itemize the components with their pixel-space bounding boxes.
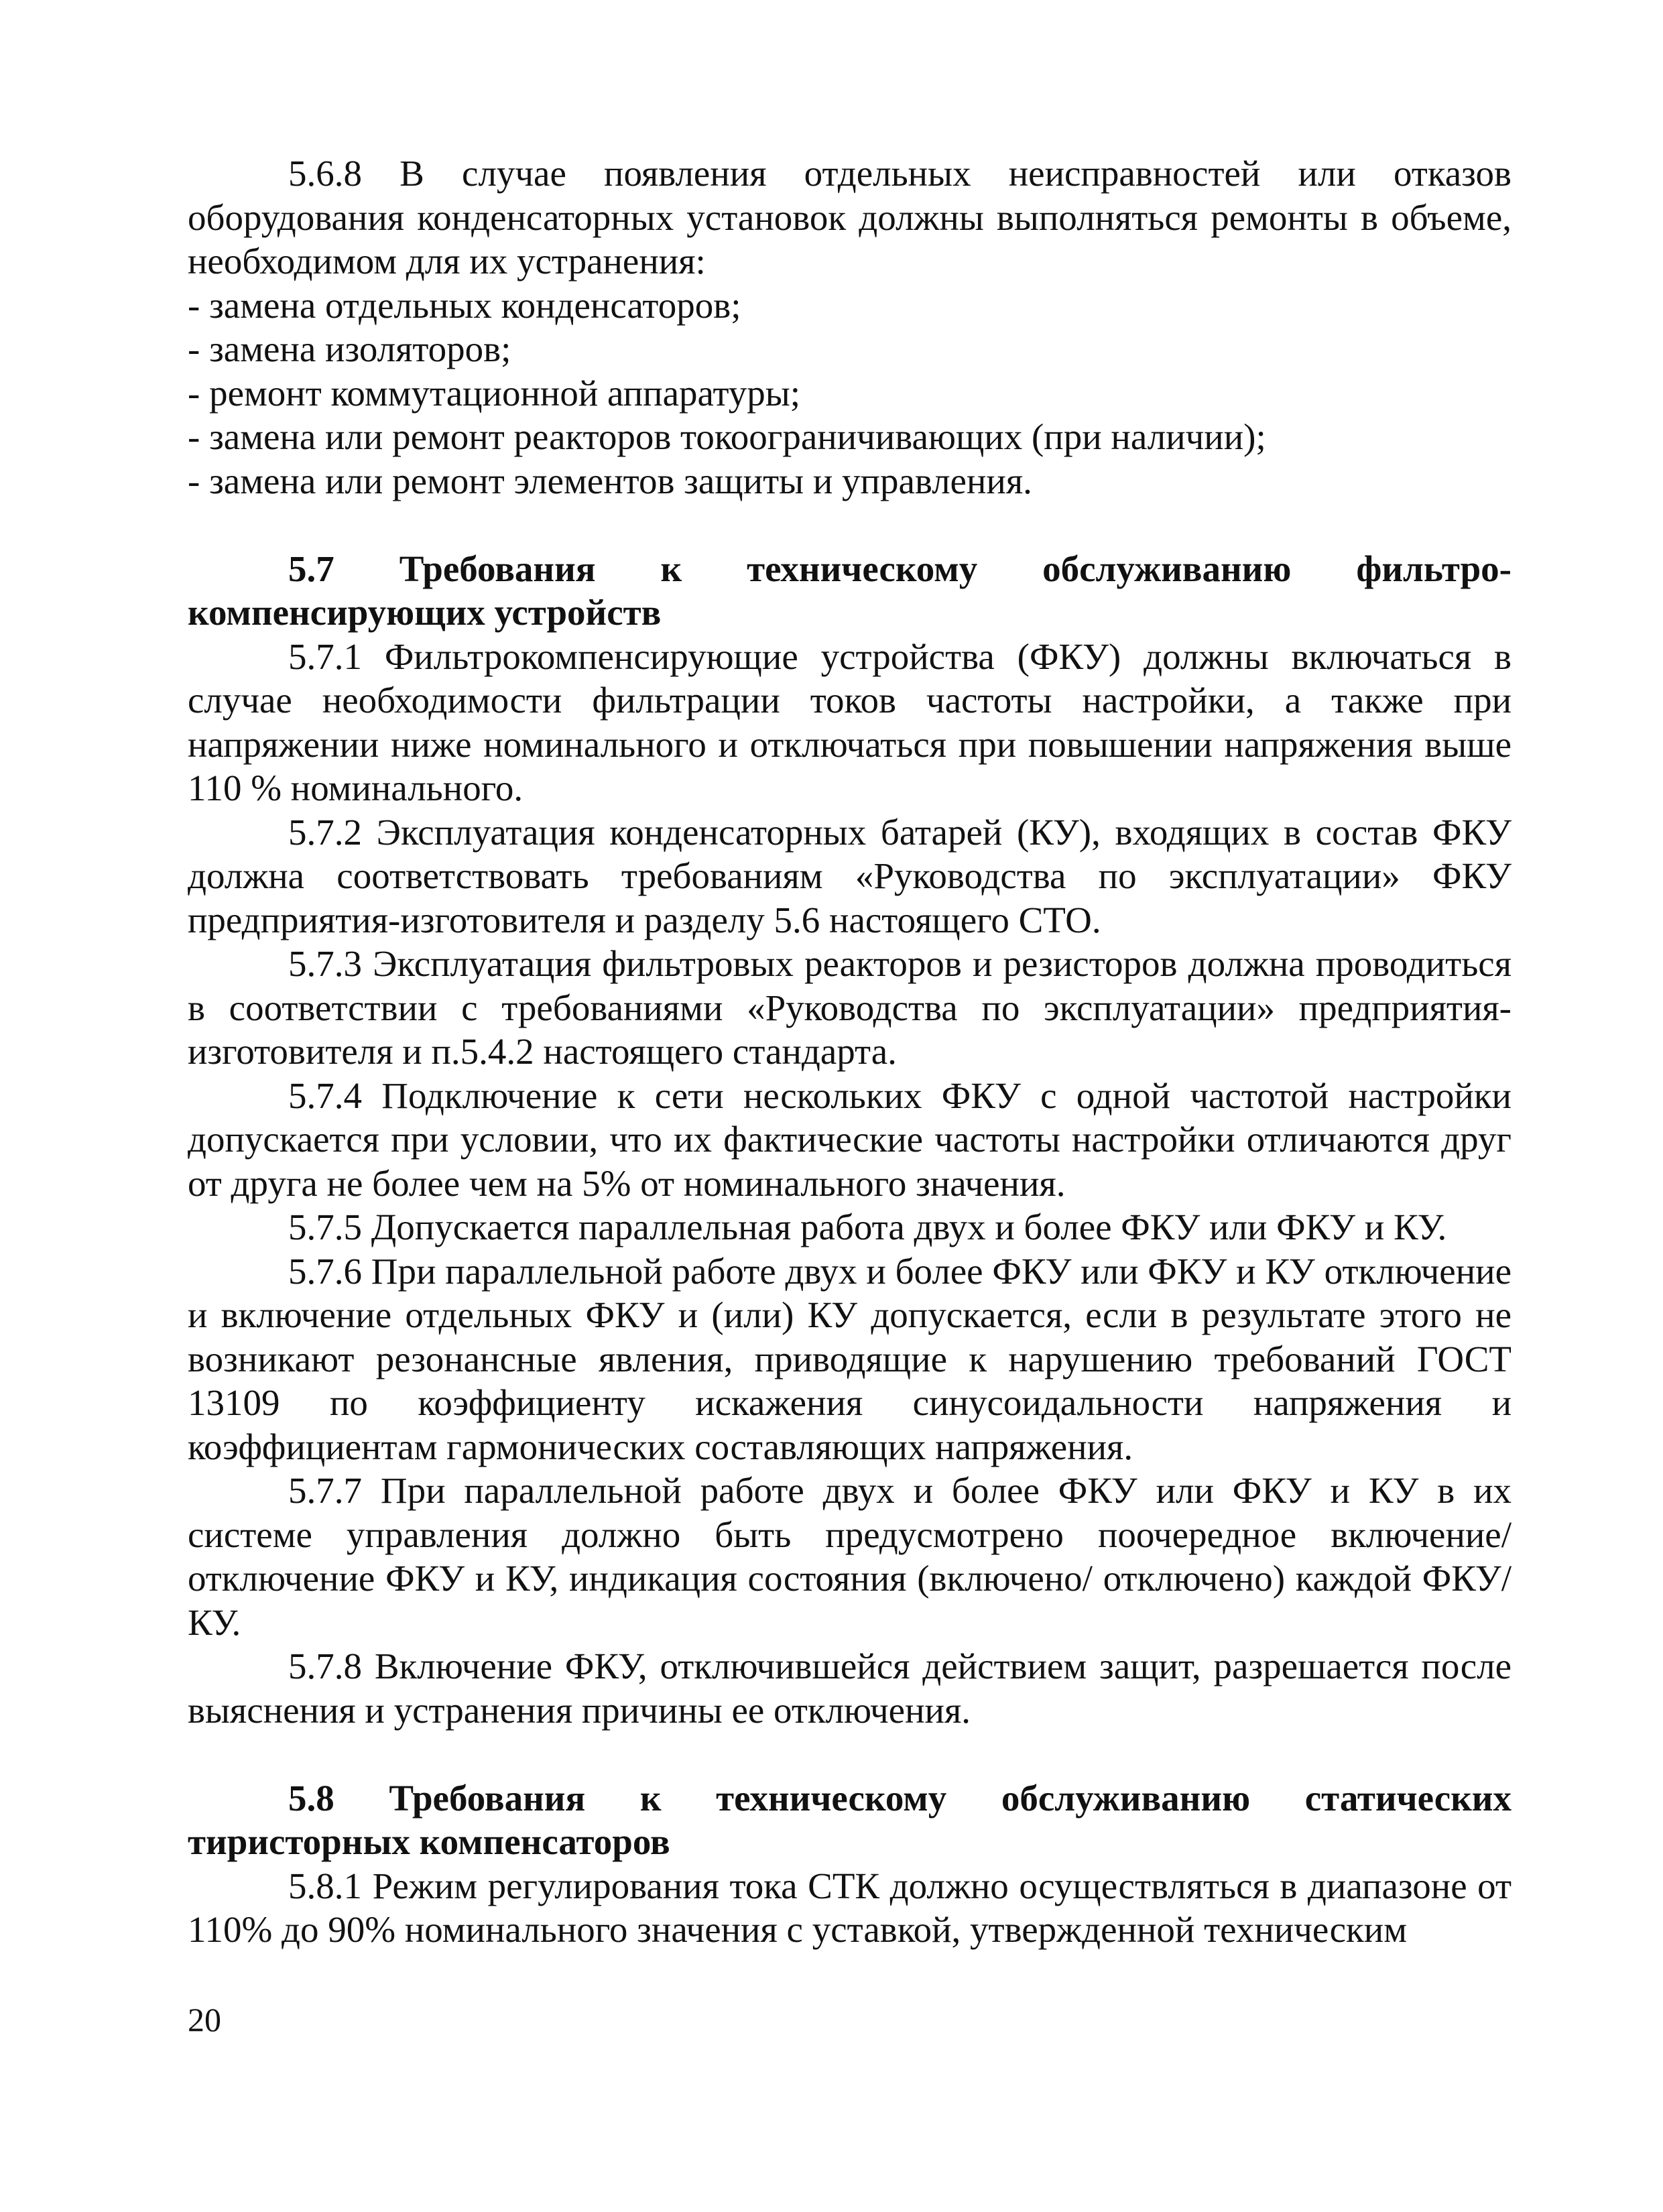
paragraph-5-7-6: 5.7.6 При параллельной работе двух и более ФКУ или ФКУ и КУ отключение и включение отдельных ФКУ и (или) КУ допускается, если в результате этого не возникают резонансные явления, приводящие к нарушению требований ГОСТ 13109 по коэффициенту искажения синусоидальности напряжения и коэффициентам гармонических составляющих напряжения. [188, 1250, 1512, 1467]
list-item: - замена или ремонт реакторов токоограничивающих (при наличии); [188, 416, 1266, 457]
paragraph-5-7-5: 5.7.5 Допускается параллельная работа двух и более ФКУ или ФКУ и КУ. [288, 1207, 1447, 1247]
section-gap [188, 503, 1512, 547]
section-gap [188, 1732, 1512, 1776]
list-item: - замена изоляторов; [188, 328, 511, 369]
section-heading-5-8: 5.8 Требования к техническому обслуживанию статических тиристорных компенсаторов [188, 1777, 1512, 1862]
list-item: - ремонт коммутационной аппаратуры; [188, 372, 801, 414]
paragraph-5-7-1: 5.7.1 Фильтрокомпенсирующие устройства (ФКУ) должны включаться в случае необходимости фильтрации токов частоты настройки, а также при напряжении ниже номинального и отключаться при повышении напряжения выше 110 % номинального. [188, 635, 1512, 808]
paragraph-5-7-2: 5.7.2 Эксплуатация конденсаторных батарей (КУ), входящих в состав ФКУ должна соответствовать требованиям «Руководства по эксплуатации» ФКУ предприятия-изготовителя и разделу 5.6 настоящего СТО. [188, 811, 1512, 940]
paragraph-5-7-3: 5.7.3 Эксплуатация фильтровых реакторов и резисторов должна проводиться в соответствии с требованиями «Руководства по эксплуатации» предприятия-изготовителя и п.5.4.2 настоящего стандарта. [188, 943, 1512, 1072]
section-heading-5-7: 5.7 Требования к техническому обслуживанию фильтро-компенсирующих устройств [188, 548, 1512, 633]
list-item: - замена отдельных конденсаторов; [188, 284, 741, 326]
list-item: - замена или ремонт элементов защиты и управления. [188, 460, 1032, 501]
paragraph-5-7-8: 5.7.8 Включение ФКУ, отключившейся действием защит, разрешается после выяснения и устранения причины ее отключения. [188, 1646, 1512, 1731]
paragraph-5-8-1: 5.8.1 Режим регулирования тока СТК должно осуществляться в диапазоне от 110% до 90% номинального значения с уставкой, утвержденной техническим [188, 1865, 1512, 1950]
document-page [188, 151, 1512, 1952]
page-number: 20 [188, 2001, 221, 2038]
paragraph-5-7-4: 5.7.4 Подключение к сети нескольких ФКУ с одной частотой настройки допускается при условии, что их фактические частоты настройки отличаются друг от друга не более чем на 5% от номинального значения. [188, 1074, 1512, 1204]
paragraph-5-6-8: 5.6.8 В случае появления отдельных неисправностей или отказов оборудования конденсаторных установок должны выполняться ремонты в объеме, необходимом для их устранения: [188, 153, 1512, 282]
paragraph-5-7-7: 5.7.7 При параллельной работе двух и более ФКУ или ФКУ и КУ в их системе управления должно быть предусмотрено поочередное включение/отключение ФКУ и КУ, индикация состояния (включено/ отключено) каждой ФКУ/КУ. [188, 1470, 1512, 1643]
